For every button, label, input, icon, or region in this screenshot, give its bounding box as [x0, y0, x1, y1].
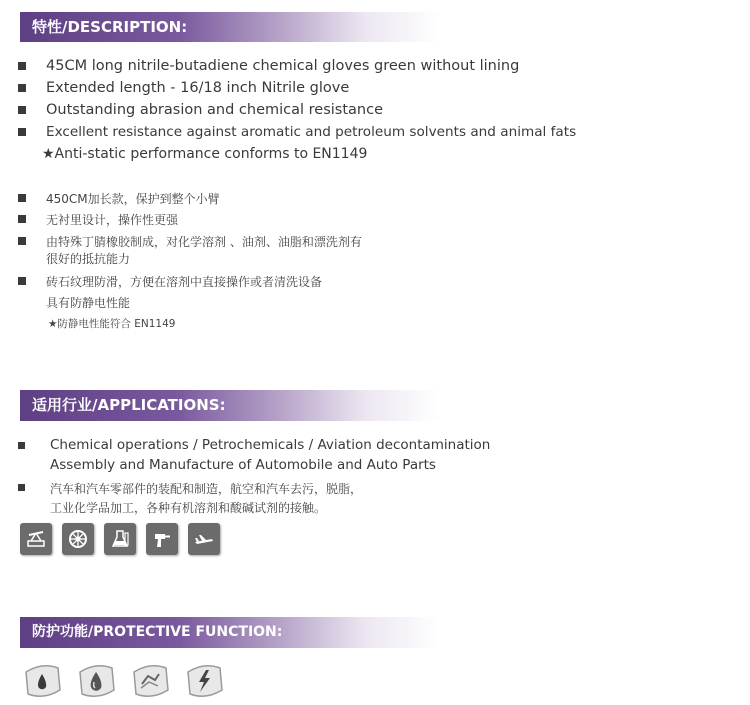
description-zh-note: ★防静电性能符合 EN1149 [48, 318, 176, 330]
description-en-item: 45CM long nitrile-butadiene chemical gloves green without lining [46, 58, 520, 74]
bullet-icon [18, 277, 26, 285]
bullet-icon [18, 106, 26, 114]
bullet-icon [18, 62, 26, 70]
description-en-item: Extended length - 16/18 inch Nitrile glove [46, 80, 350, 96]
protection-banner [20, 617, 440, 648]
chemical-drop-shield-icon [74, 660, 118, 700]
abrasion-shield-icon [128, 660, 172, 700]
protection-banner-title: 防护功能/PROTECTIVE FUNCTION: [32, 624, 283, 640]
bullet-icon [18, 194, 26, 202]
description-zh-item: 450CM加长款，保护到整个小臂 [46, 192, 220, 206]
applications-zh-line1: 汽车和汽车零部件的装配和制造，航空和汽车去污，脱脂， [50, 482, 363, 496]
protection-icons [20, 660, 226, 700]
applications-en-line2: Assembly and Manufacture of Automobile and Auto Parts [50, 457, 436, 473]
wheel-icon [62, 523, 94, 555]
bullet-icon [18, 84, 26, 92]
bullet-icon [18, 442, 25, 449]
description-en-note: ★Anti-static performance conforms to EN1149 [42, 146, 368, 162]
industry-icons [20, 523, 220, 555]
applications-en-line1: Chemical operations / Petrochemicals / Aviation decontamination [50, 437, 491, 453]
description-banner [20, 12, 440, 42]
airplane-icon [188, 523, 220, 555]
applications-banner-title: 适用行业/APPLICATIONS: [32, 396, 226, 414]
lab-flask-icon [104, 523, 136, 555]
applications-banner [20, 390, 440, 421]
description-banner-title: 特性/DESCRIPTION: [32, 18, 188, 36]
bullet-icon [18, 484, 25, 491]
description-zh-item: 无衬里设计，操作性更强 [46, 213, 179, 227]
bullet-icon [18, 237, 26, 245]
applications-zh-line2: 工业化学品加工，各种有机溶剂和酸碱试剂的接触。 [50, 501, 327, 515]
description-zh-item: 砖石纹理防滑，方便在溶剂中直接操作或者清洗设备 [46, 275, 323, 289]
description-zh-item: 由特殊丁腈橡胶制成，对化学溶剂 、油剂、油脂和漂洗剂有 [46, 235, 362, 249]
description-zh-item-line2: 具有防静电性能 [46, 296, 131, 310]
description-en-item: Outstanding abrasion and chemical resistance [46, 102, 384, 118]
description-en-item: Excellent resistance against aromatic and petroleum solvents and animal fats [46, 124, 577, 140]
oil-drop-shield-icon [20, 660, 64, 700]
bullet-icon [18, 128, 26, 136]
anti-static-shield-icon [182, 660, 226, 700]
oil-pump-icon [20, 523, 52, 555]
bullet-icon [18, 215, 26, 223]
description-zh-item-line2: 很好的抵抗能力 [46, 252, 131, 266]
spray-gun-icon [146, 523, 178, 555]
